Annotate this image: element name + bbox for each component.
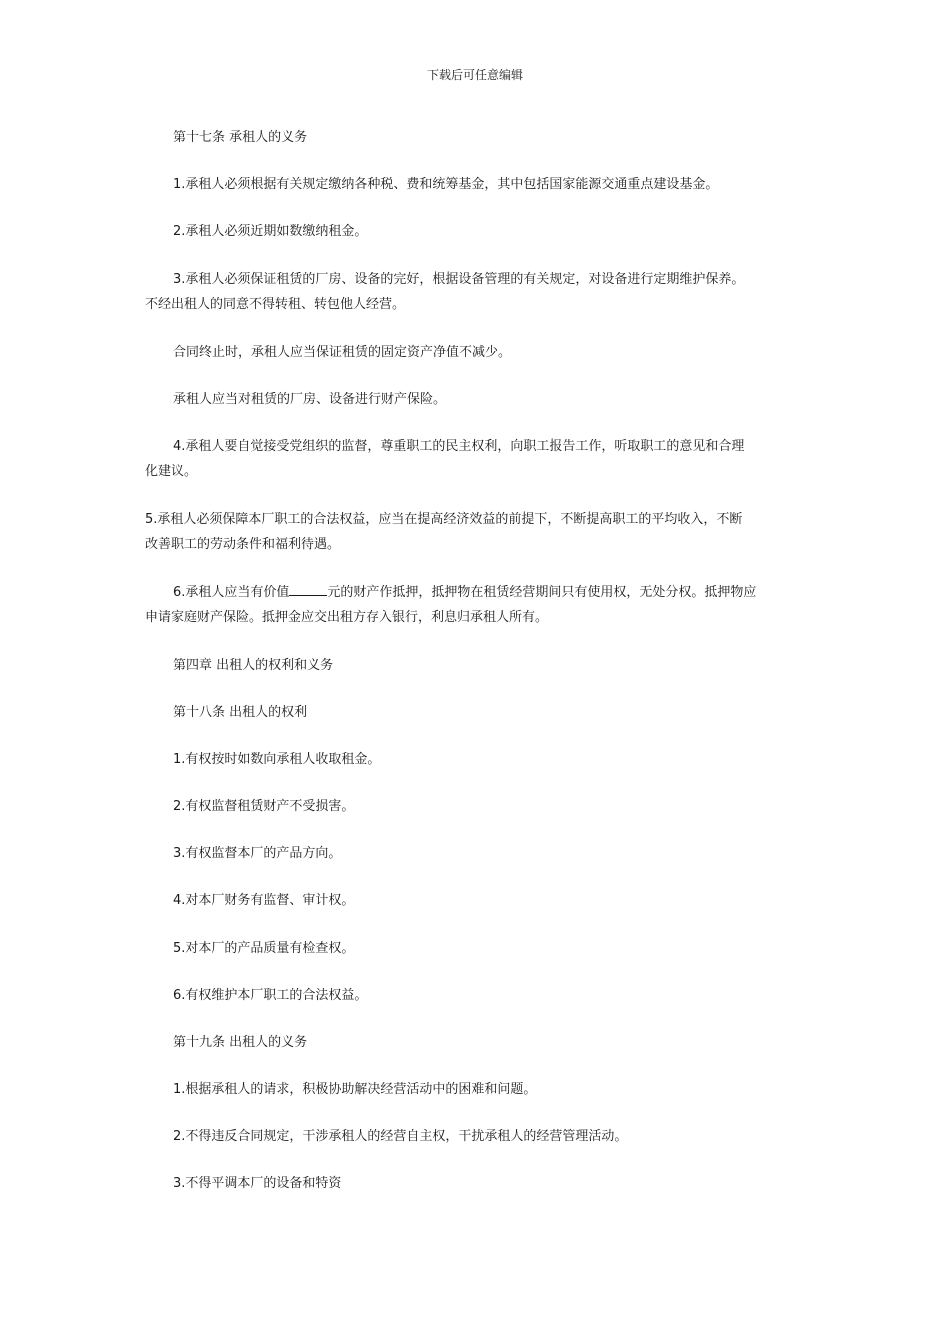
list-item: 3.有权监督本厂的产品方向。 [173,846,342,861]
paragraph-continuation: 改善职工的劳动条件和福利待遇。 [145,537,341,552]
paragraph: 2.承租人必须近期如数缴纳租金。 [173,224,368,239]
paragraph: 合同终止时，承租人应当保证租赁的固定资产净值不减少。 [173,345,512,360]
fill-in-blank [289,581,327,596]
paragraph: 5.承租人必须保障本厂职工的合法权益，应当在提高经济效益的前提下，不断提高职工的平均收入，不断 [145,512,743,527]
page-header: 下载后可任意编辑 [426,68,523,82]
list-item: 3.不得平调本厂的设备和特资 [173,1176,342,1191]
paragraph: 1.承租人必须根据有关规定缴纳各种税、费和统筹基金，其中包括国家能源交通重点建设基金。 [173,177,719,192]
list-item: 5.对本厂的产品质量有检查权。 [173,941,355,956]
article-18-title: 第十八条 出租人的权利 [173,705,308,720]
list-item: 2.有权监督租赁财产不受损害。 [173,799,355,814]
list-item: 1.有权按时如数向承租人收取租金。 [173,752,381,767]
paragraph-continuation: 不经出租人的同意不得转租、转包他人经营。 [145,297,406,312]
paragraph-part: 元的财产作抵押，抵押物在租赁经营期间只有使用权，无处分权。抵押物应 [327,585,757,600]
paragraph: 4.承租人要自觉接受党组织的监督，尊重职工的民主权利，向职工报告工作，听取职工的意见和合理 [173,439,745,454]
list-item: 4.对本厂财务有监督、审计权。 [173,893,355,908]
paragraph: 承租人应当对租赁的厂房、设备进行财产保险。 [173,392,447,407]
list-item: 6.有权维护本厂职工的合法权益。 [173,988,368,1003]
paragraph-part: 6.承租人应当有价值 [173,585,290,600]
paragraph-continuation: 化建议。 [145,464,198,479]
chapter-4-title: 第四章 出租人的权利和义务 [173,658,334,673]
article-17-title: 第十七条 承租人的义务 [173,130,308,145]
list-item: 2.不得违反合同规定，干涉承租人的经营自主权，干扰承租人的经营管理活动。 [173,1129,628,1144]
paragraph [145,580,807,605]
list-item: 1.根据承租人的请求，积极协助解决经营活动中的困难和问题。 [173,1082,537,1097]
article-19-title: 第十九条 出租人的义务 [173,1035,308,1050]
paragraph-continuation: 申请家庭财产保险。抵押金应交出租方存入银行，利息归承租人所有。 [145,610,549,625]
paragraph: 3.承租人必须保证租赁的厂房、设备的完好，根据设备管理的有关规定，对设备进行定期维护保养。 [173,272,745,287]
